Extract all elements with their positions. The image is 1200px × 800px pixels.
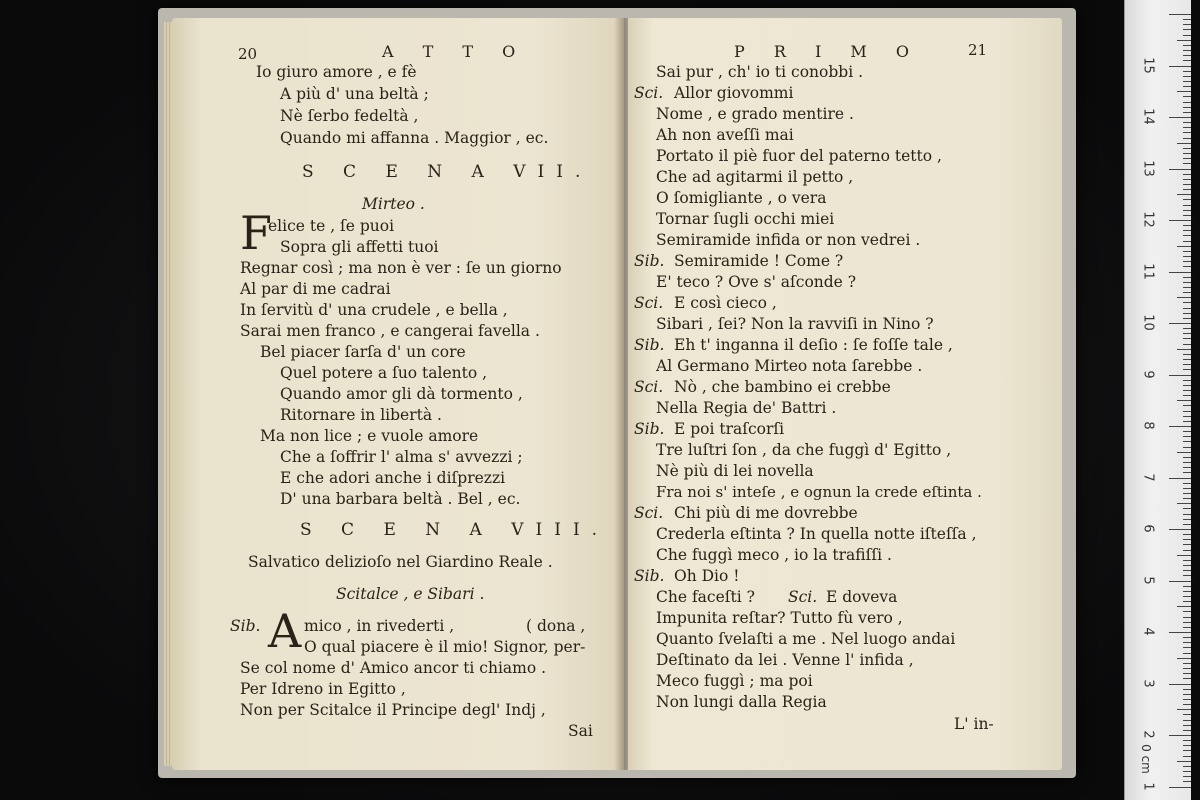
ruler-number: 11 <box>1140 262 1156 280</box>
ruler-tick <box>1183 678 1191 679</box>
ruler-tick <box>1177 91 1191 92</box>
scene-heading: S C E N A VII. <box>302 162 593 182</box>
ruler-tick <box>1183 122 1191 123</box>
ruler-tick <box>1183 766 1191 767</box>
ruler-tick <box>1169 529 1191 530</box>
ruler-tick <box>1183 524 1191 525</box>
ruler-tick <box>1183 441 1191 442</box>
verse-line: Crederla eſtinta ? In quella notte iſteſſa , <box>656 525 977 543</box>
ruler-tick <box>1183 199 1191 200</box>
ruler-tick <box>1183 493 1191 494</box>
ruler-tick <box>1183 102 1191 103</box>
ruler-tick <box>1183 277 1191 278</box>
ruler-tick <box>1169 632 1191 633</box>
ruler-tick <box>1183 560 1191 561</box>
ruler-tick <box>1177 503 1191 504</box>
verse-line: Nella Regia de' Battri . <box>656 399 837 417</box>
ruler-tick <box>1177 452 1191 453</box>
verse-line: Ritornare in libertà . <box>280 406 442 424</box>
scene-heading: S C E N A VIII. <box>300 520 610 540</box>
ruler-tick <box>1177 194 1191 195</box>
ruler-tick <box>1183 359 1191 360</box>
speaker-label: Sci. <box>634 378 664 396</box>
ruler-number: 9 <box>1140 369 1156 379</box>
ruler-tick <box>1177 761 1191 762</box>
ruler-tick <box>1183 29 1191 30</box>
ruler-tick <box>1183 591 1191 592</box>
ruler-number: 1 <box>1140 781 1156 791</box>
ruler-tick <box>1183 318 1191 319</box>
drop-capital: A <box>268 604 302 658</box>
verse-line: Tre luſtri ſon , da che fuggì d' Egitto , <box>656 441 952 459</box>
verse-line: Chi più di me dovrebbe <box>674 504 858 522</box>
verse-line: mico , in rivederti , <box>304 617 455 635</box>
ruler-tick <box>1183 575 1191 576</box>
ruler-tick <box>1183 498 1191 499</box>
verse-line: Regnar così ; ma non è ver : ſe un giorno <box>240 259 562 277</box>
ruler-number: 7 <box>1140 472 1156 482</box>
ruler-tick <box>1183 668 1191 669</box>
ruler-tick <box>1183 333 1191 334</box>
verse-line: Nè più di lei novella <box>656 462 814 480</box>
ruler-tick <box>1177 143 1191 144</box>
ruler-tick <box>1183 19 1191 20</box>
verse-line: E doveva <box>826 588 898 606</box>
verse-line: A più d' una beltà ; <box>280 85 429 103</box>
verse-line: E' teco ? Ove s' aſconde ? <box>656 273 857 291</box>
ruler-tick <box>1183 771 1191 772</box>
measurement-ruler <box>1124 0 1191 800</box>
verse-line: Che faceſti ? <box>656 588 755 606</box>
ruler-tick <box>1183 653 1191 654</box>
catchword: Sai <box>568 722 593 740</box>
verse-line: Non per Scitalce il Principe degl' Indj , <box>240 701 546 719</box>
ruler-tick <box>1183 611 1191 612</box>
verse-line: Al par di me cadrai <box>240 280 391 298</box>
ruler-tick <box>1183 462 1191 463</box>
verse-line: Impunita reſtar? Tutto fù vero , <box>656 609 903 627</box>
ruler-tick <box>1183 781 1191 782</box>
ruler-tick <box>1183 390 1191 391</box>
ruler-tick <box>1183 663 1191 664</box>
ruler-number: 14 <box>1140 108 1156 125</box>
verse-line: Nome , e grado mentire . <box>656 105 854 123</box>
ruler-tick <box>1183 544 1191 545</box>
ruler-tick <box>1183 364 1191 365</box>
verse-line: Se col nome d' Amico ancor ti chiamo . <box>240 659 547 677</box>
ruler-tick <box>1183 508 1191 509</box>
ruler-tick <box>1183 637 1191 638</box>
verse-line: Bel piacer ſarſa d' un core <box>260 343 466 361</box>
ruler-tick <box>1169 117 1191 118</box>
verse-line: Che a ſoffrir l' alma s' avvezzi ; <box>280 448 523 466</box>
ruler-tick <box>1183 483 1191 484</box>
ruler-tick <box>1183 385 1191 386</box>
ruler-number: 12 <box>1140 211 1156 228</box>
ruler-tick <box>1177 349 1191 350</box>
ruler-tick <box>1183 60 1191 61</box>
ruler-tick <box>1183 107 1191 108</box>
verse-line: Eh t' inganna il deſio : ſe foſſe tale , <box>674 336 953 354</box>
ruler-tick <box>1183 776 1191 777</box>
ruler-tick <box>1183 112 1191 113</box>
ruler-tick <box>1183 71 1191 72</box>
verse-line: elice te , ſe puoi <box>268 217 395 235</box>
ruler-tick <box>1183 96 1191 97</box>
ruler-tick <box>1183 411 1191 412</box>
ruler-tick <box>1169 169 1191 170</box>
character-name: Mirteo . <box>362 195 425 213</box>
right-page <box>628 18 1062 770</box>
ruler-tick <box>1183 189 1191 190</box>
stage-direction: Salvatico delizioſo nel Giardino Reale . <box>248 553 553 571</box>
ruler-tick <box>1169 478 1191 479</box>
verse-line: Nò , che bambino ei crebbe <box>674 378 891 396</box>
ruler-tick <box>1183 344 1191 345</box>
verse-line: Ma non lice ; e vuole amore <box>260 427 479 445</box>
verse-line: Quando mi affanna . Maggior , ec. <box>280 129 549 147</box>
ruler-tick <box>1183 55 1191 56</box>
verse-line: Per Idreno in Egitto , <box>240 680 406 698</box>
speaker-label: Sci. <box>788 588 818 606</box>
ruler-tick <box>1183 369 1191 370</box>
ruler-tick <box>1177 246 1191 247</box>
ruler-tick <box>1183 622 1191 623</box>
page-number: 21 <box>968 41 988 59</box>
verse-line: E così cieco , <box>674 294 777 312</box>
ruler-tick <box>1177 400 1191 401</box>
verse-line: Sibari , ſei? Non la ravviſi in Nino ? <box>656 315 934 333</box>
ruler-tick <box>1183 565 1191 566</box>
ruler-tick <box>1183 174 1191 175</box>
ruler-tick <box>1183 740 1191 741</box>
ruler-number: 10 <box>1140 314 1156 331</box>
ruler-tick <box>1183 431 1191 432</box>
ruler-tick <box>1183 302 1191 303</box>
ruler-tick <box>1169 735 1191 736</box>
speaker-label: Sci. <box>634 294 664 312</box>
ruler-tick <box>1177 606 1191 607</box>
ruler-tick <box>1183 45 1191 46</box>
ruler-tick <box>1169 220 1191 221</box>
ruler-tick <box>1183 292 1191 293</box>
ruler-tick <box>1183 514 1191 515</box>
ruler-tick <box>1183 35 1191 36</box>
speaker-label: Sib. <box>634 252 665 270</box>
ruler-tick <box>1183 534 1191 535</box>
ruler-tick <box>1183 328 1191 329</box>
ruler-tick <box>1183 519 1191 520</box>
verse-line: ( dona , <box>526 617 586 635</box>
verse-line: Oh Dio ! <box>674 567 740 585</box>
ruler-tick <box>1183 457 1191 458</box>
ruler-tick <box>1169 14 1191 15</box>
ruler-tick <box>1183 86 1191 87</box>
ruler-tick <box>1183 730 1191 731</box>
ruler-unit-label: 0 cm <box>1138 744 1153 774</box>
verse-line: Deſtinato da lei . Venne l' infida , <box>656 651 914 669</box>
ruler-tick <box>1183 282 1191 283</box>
verse-line: Sai pur , ch' io ti conobbi . <box>656 63 864 81</box>
verse-line: Portato il piè fuor del paterno tetto , <box>656 147 942 165</box>
ruler-tick <box>1183 266 1191 267</box>
ruler-tick <box>1169 375 1191 376</box>
ruler-tick <box>1177 297 1191 298</box>
verse-line: Ah non aveſſi mai <box>656 126 794 144</box>
catchword: L' in- <box>954 715 994 733</box>
ruler-tick <box>1183 81 1191 82</box>
ruler-tick <box>1183 601 1191 602</box>
ruler-tick <box>1183 287 1191 288</box>
character-names: Scitalce , e Sibari . <box>336 585 485 603</box>
ruler-tick <box>1183 184 1191 185</box>
ruler-tick <box>1183 714 1191 715</box>
ruler-tick <box>1169 581 1191 582</box>
ruler-tick <box>1183 756 1191 757</box>
verse-line: Quel potere a ſuo talento , <box>280 364 488 382</box>
ruler-tick <box>1183 138 1191 139</box>
verse-line: Fra noi s' inteſe , e ognun la crede eſtinta . <box>656 483 982 501</box>
ruler-number: 3 <box>1140 678 1156 688</box>
ruler-tick <box>1183 132 1191 133</box>
ruler-tick <box>1183 76 1191 77</box>
ruler-tick <box>1183 24 1191 25</box>
ruler-tick <box>1183 148 1191 149</box>
verse-line: Non lungi dalla Regia <box>656 693 827 711</box>
verse-line: E poi traſcorſi <box>674 420 785 438</box>
verse-line: Nè ſerbo fedeltà , <box>280 107 419 125</box>
verse-line: E che adori anche i diſprezzi <box>280 469 506 487</box>
ruler-tick <box>1183 251 1191 252</box>
ruler-tick <box>1183 230 1191 231</box>
ruler-tick <box>1183 570 1191 571</box>
verse-line: Io giuro amore , e fè <box>256 63 417 81</box>
running-head: A T T O <box>382 42 528 61</box>
ruler-tick <box>1183 647 1191 648</box>
ruler-tick <box>1183 642 1191 643</box>
ruler-tick <box>1183 215 1191 216</box>
verse-line: Che ad agitarmi il petto , <box>656 168 854 186</box>
ruler-number: 13 <box>1140 159 1156 177</box>
ruler-tick <box>1183 550 1191 551</box>
ruler-tick <box>1169 787 1191 788</box>
verse-line: Al Germano Mirteo nota ſarebbe . <box>656 357 923 375</box>
speaker-label: Sib. <box>634 567 665 585</box>
ruler-tick <box>1183 627 1191 628</box>
ruler-tick <box>1183 354 1191 355</box>
ruler-number: 4 <box>1140 627 1156 636</box>
verse-line: Allor giovommi <box>674 84 794 102</box>
speaker-label: Sib. <box>230 617 261 635</box>
ruler-tick <box>1183 313 1191 314</box>
open-book <box>158 8 1076 778</box>
ruler-tick <box>1183 488 1191 489</box>
ruler-tick <box>1183 699 1191 700</box>
ruler-tick <box>1183 596 1191 597</box>
ruler-tick <box>1183 395 1191 396</box>
speaker-label: Sib. <box>634 336 665 354</box>
ruler-tick <box>1183 225 1191 226</box>
verse-line: D' una barbara beltà . Bel , ec. <box>280 490 521 508</box>
ruler-tick <box>1183 467 1191 468</box>
ruler-tick <box>1169 684 1191 685</box>
ruler-tick <box>1183 673 1191 674</box>
ruler-tick <box>1183 436 1191 437</box>
ruler-tick <box>1183 447 1191 448</box>
ruler-tick <box>1169 66 1191 67</box>
ruler-number: 15 <box>1140 56 1156 74</box>
ruler-tick <box>1183 261 1191 262</box>
ruler-tick <box>1183 241 1191 242</box>
ruler-tick <box>1183 405 1191 406</box>
ruler-tick <box>1183 539 1191 540</box>
verse-line: In ſervitù d' una crudele , e bella , <box>240 301 508 319</box>
page-number: 20 <box>238 45 258 63</box>
verse-line: Quanto ſvelaſti a me . Nel luogo andai <box>656 630 956 648</box>
ruler-tick <box>1183 689 1191 690</box>
ruler-number: 8 <box>1140 421 1156 430</box>
verse-line: O qual piacere è il mio! Signor, per- <box>304 638 586 656</box>
ruler-tick <box>1183 338 1191 339</box>
ruler-tick <box>1183 704 1191 705</box>
ruler-tick <box>1177 709 1191 710</box>
drop-capital: F <box>240 206 272 260</box>
ruler-tick <box>1183 163 1191 164</box>
speaker-label: Sci. <box>634 504 664 522</box>
ruler-tick <box>1183 153 1191 154</box>
ruler-tick <box>1183 210 1191 211</box>
running-head: P R I M O <box>734 42 921 61</box>
ruler-tick <box>1183 472 1191 473</box>
ruler-tick <box>1183 416 1191 417</box>
left-page <box>172 18 624 770</box>
verse-line: Sopra gli affetti tuoi <box>280 238 439 256</box>
ruler-tick <box>1183 421 1191 422</box>
ruler-tick <box>1177 40 1191 41</box>
ruler-tick <box>1183 205 1191 206</box>
ruler-tick <box>1183 179 1191 180</box>
verse-line: Tornar ſugli occhi miei <box>656 210 835 228</box>
ruler-number: 5 <box>1140 575 1156 585</box>
verse-line: Semiramide infida or non vedrei . <box>656 231 921 249</box>
ruler-tick <box>1183 745 1191 746</box>
ruler-tick <box>1183 750 1191 751</box>
ruler-tick <box>1183 380 1191 381</box>
ruler-tick <box>1169 323 1191 324</box>
verse-line: Sarai men franco , e cangerai favella . <box>240 322 540 340</box>
ruler-tick <box>1183 158 1191 159</box>
ruler-tick <box>1183 617 1191 618</box>
ruler-tick <box>1169 426 1191 427</box>
verse-line: Meco fuggì ; ma poi <box>656 672 813 690</box>
verse-line: Semiramide ! Come ? <box>674 252 844 270</box>
ruler-tick <box>1183 586 1191 587</box>
ruler-tick <box>1183 256 1191 257</box>
ruler-tick <box>1183 50 1191 51</box>
ruler-tick <box>1183 725 1191 726</box>
ruler-tick <box>1183 127 1191 128</box>
ruler-tick <box>1183 308 1191 309</box>
verse-line: Quando amor gli dà tormento , <box>280 385 523 403</box>
ruler-tick <box>1177 555 1191 556</box>
speaker-label: Sib. <box>634 420 665 438</box>
ruler-tick <box>1183 720 1191 721</box>
speaker-label: Sci. <box>634 84 664 102</box>
ruler-tick <box>1177 658 1191 659</box>
ruler-number: 6 <box>1140 524 1156 533</box>
verse-line: Che fuggì meco , io la trafiſſi . <box>656 546 892 564</box>
verse-line: O ſomigliante , o vera <box>656 189 827 207</box>
ruler-tick <box>1169 272 1191 273</box>
ruler-tick <box>1183 694 1191 695</box>
ruler-number: 2 <box>1140 730 1156 739</box>
ruler-tick <box>1183 235 1191 236</box>
